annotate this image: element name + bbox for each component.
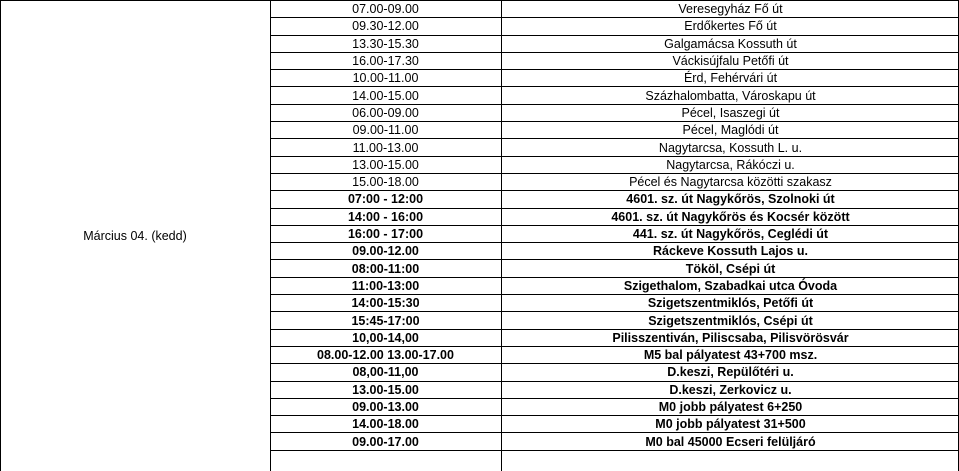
location-cell: Ráckeve Kossuth Lajos u. [653, 244, 808, 259]
time-cell: 14.00-15.00 [352, 88, 419, 103]
table-row [270, 122, 959, 139]
table-row [270, 330, 959, 347]
time-cell: 11.00-13.00 [352, 140, 419, 155]
location-cell: D.keszi, Repülőtéri u. [667, 365, 794, 380]
time-cell: 13.00-15.00 [352, 157, 419, 172]
location-cell: Nagytarcsa, Kossuth L. u. [658, 140, 803, 155]
time-cell: 16.00-17.30 [352, 54, 419, 69]
table-row [270, 347, 959, 364]
time-cell: 16:00 - 17:00 [347, 227, 424, 242]
time-cell: 09.00-13.00 [352, 400, 419, 415]
location-cell: Galgamácsa Kossuth út [664, 36, 797, 51]
table-row [270, 416, 959, 433]
table-row [270, 226, 959, 243]
table-row [270, 382, 959, 399]
location-cell: M0 bal 45000 Ecseri felüljáró [645, 434, 816, 449]
location-cell: Érd, Fehérvári út [683, 71, 778, 86]
table-row [270, 434, 959, 451]
location-cell: Szigethalom, Szabadkai utca Óvoda [623, 278, 838, 293]
location-cell: M0 jobb pályatest 6+250 [658, 400, 803, 415]
table-row [270, 88, 959, 105]
time-cell: 11:00-13:00 [351, 278, 420, 293]
table-row [270, 209, 959, 226]
time-cell: 07.00-09.00 [352, 2, 419, 17]
location-cell: Nagytarcsa, Rákóczi u. [666, 157, 795, 172]
table-row [270, 105, 959, 122]
time-cell: 14:00 - 16:00 [347, 209, 424, 224]
time-cell: 14:00-15:30 [351, 296, 420, 311]
table-row [270, 278, 959, 295]
table-row [270, 36, 959, 53]
table-row [270, 18, 959, 35]
table-row [270, 174, 959, 191]
location-cell: Szigetszentmiklós, Csépi út [648, 313, 813, 328]
time-cell: 09.00-12.00 [352, 244, 419, 259]
location-cell: M5 bal pályatest 43+700 msz. [643, 348, 818, 363]
time-cell: 14.00-18.00 [352, 417, 419, 432]
location-cell: 441. sz. út Nagykőrös, Ceglédi út [632, 227, 829, 242]
time-cell: 08,00-11,00 [352, 365, 419, 380]
location-cell: Tököl, Csépi út [685, 261, 776, 276]
day-label: Március 04. (kedd) [83, 228, 187, 243]
time-cell: 08.00-12.00 13.00-17.00 [317, 348, 454, 363]
location-cell: Pécel, Isaszegi út [681, 105, 780, 120]
time-cell: 09.00-17.00 [352, 434, 419, 449]
table-row [270, 399, 959, 416]
location-cell: 4601. sz. út Nagykőrös és Kocsér között [611, 209, 850, 224]
table-row [270, 1, 959, 18]
time-cell: 10.00-11.00 [352, 71, 419, 86]
location-cell: Pilisszentiván, Piliscsaba, Pilisvörösvár [612, 330, 849, 345]
table-row [270, 157, 959, 174]
location-cell: Erdőkertes Fő út [684, 19, 777, 34]
time-cell: 15:45-17:00 [351, 313, 420, 328]
table-row [270, 243, 959, 260]
location-cell: Százhalombatta, Városkapu út [645, 88, 816, 103]
location-cell: Szigetszentmiklós, Petőfi út [647, 296, 814, 311]
location-cell: D.keszi, Zerkovicz u. [669, 382, 792, 397]
time-cell: 15.00-18.00 [352, 175, 419, 190]
time-cell: 06.00-09.00 [352, 105, 419, 120]
time-cell: 08:00-11:00 [351, 261, 420, 276]
table-row [270, 312, 959, 329]
location-cell: 4601. sz. út Nagykőrös, Szolnoki út [626, 192, 835, 207]
table-row [270, 70, 959, 87]
location-cell: M0 jobb pályatest 31+500 [655, 417, 806, 432]
location-cell: Váckisújfalu Petőfi út [672, 54, 789, 69]
location-cell: Pécel és Nagytarcsa közötti szakasz [629, 175, 832, 190]
time-cell: 09.00-11.00 [352, 123, 419, 138]
time-cell: 13.30-15.30 [352, 36, 419, 51]
time-cell: 13.00-15.00 [352, 382, 419, 397]
time-cell: 09.30-12.00 [352, 19, 419, 34]
location-cell: Pécel, Maglódi út [682, 123, 779, 138]
table-row [270, 53, 959, 70]
table-row [270, 139, 959, 156]
table-row [270, 191, 959, 208]
table-row [270, 364, 959, 381]
time-cell: 10,00-14,00 [352, 330, 419, 345]
table-row [270, 261, 959, 278]
time-cell: 07:00 - 12:00 [347, 192, 424, 207]
location-cell: Veresegyház Fő út [678, 2, 783, 17]
table-row [270, 295, 959, 312]
